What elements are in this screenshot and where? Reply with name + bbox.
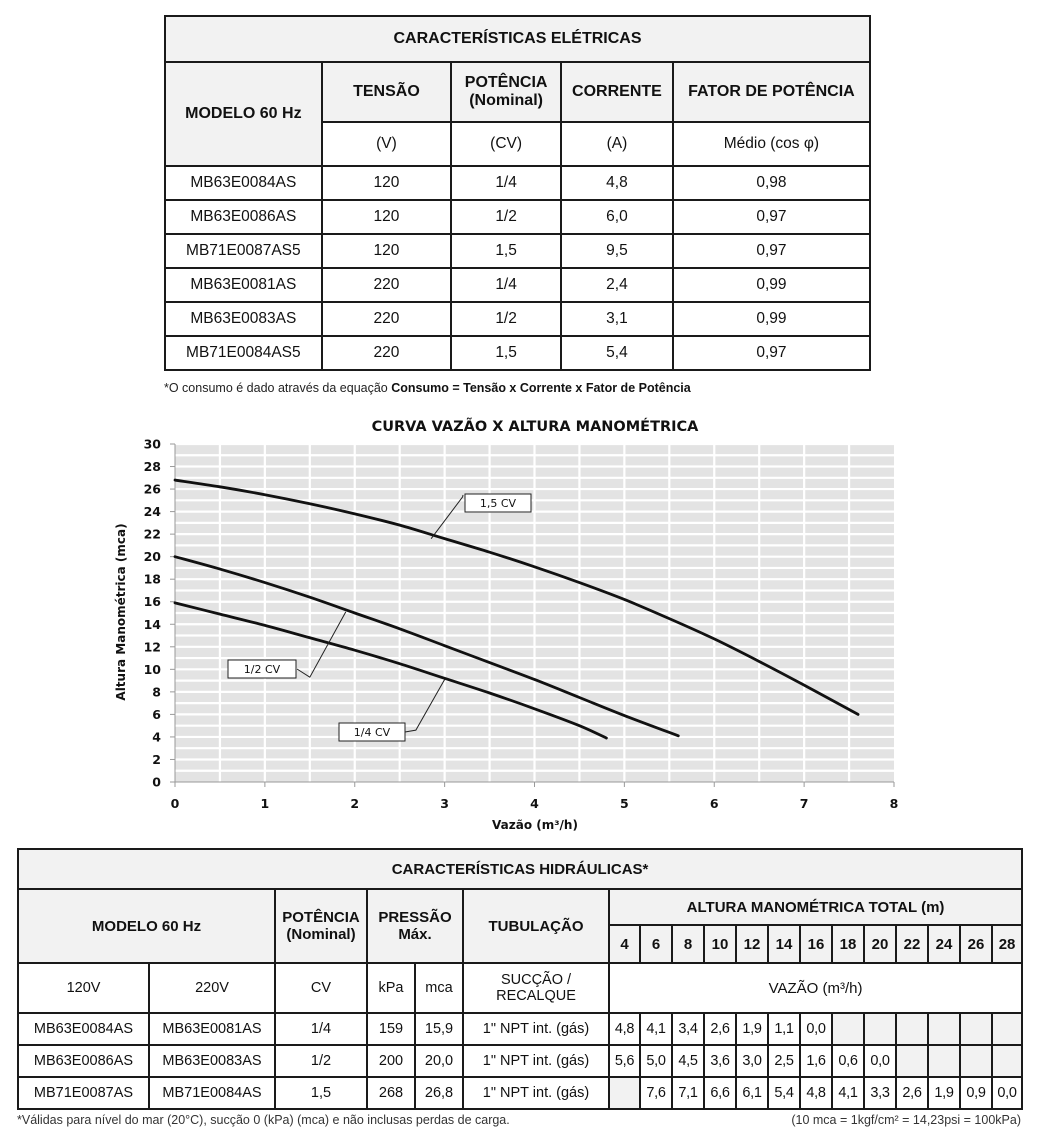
x-tick-label: 7	[799, 796, 809, 811]
cell-pressure-kpa: 159	[367, 1013, 415, 1045]
cell-flow: 0,6	[832, 1045, 864, 1077]
cell-power-factor: 0,97	[673, 200, 870, 234]
cell-flow-empty	[928, 1045, 960, 1077]
chart-svg	[0, 405, 1040, 845]
y-tick-label: 14	[143, 616, 161, 632]
header-power-factor: FATOR DE POTÊNCIA	[673, 62, 870, 122]
cell-flow-empty	[864, 1013, 896, 1045]
header-voltage: TENSÃO	[322, 62, 452, 122]
cell-flow-empty	[896, 1013, 928, 1045]
cell-power-factor: 0,98	[673, 166, 870, 200]
cell-model: MB63E0084AS	[165, 166, 322, 200]
cell-power: 1,5	[451, 234, 561, 268]
cell-power-factor: 0,97	[673, 336, 870, 370]
cell-power: 1/2	[451, 302, 561, 336]
cell-flow: 2,6	[704, 1013, 736, 1045]
cell-current: 5,4	[561, 336, 673, 370]
cell-model-220v: MB63E0083AS	[149, 1045, 275, 1077]
unit-kpa: kPa	[367, 963, 415, 1013]
x-axis-label: Vazão (m³/h)	[492, 818, 578, 832]
cell-flow-empty	[609, 1077, 640, 1109]
cell-flow-empty	[992, 1013, 1022, 1045]
cell-power-factor: 0,99	[673, 268, 870, 302]
cell-model: MB63E0081AS	[165, 268, 322, 302]
y-tick-label: 16	[143, 594, 161, 610]
header-piping: TUBULAÇÃO	[463, 889, 609, 963]
cell-flow: 1,9	[736, 1013, 768, 1045]
cell-flow: 3,0	[736, 1045, 768, 1077]
cell-flow-empty	[960, 1013, 992, 1045]
head-value: 22	[896, 925, 928, 963]
header-power-line2: (Nominal)	[469, 92, 543, 109]
cell-pressure-mca: 15,9	[415, 1013, 463, 1045]
cell-current: 9,5	[561, 234, 673, 268]
validity-note: *Válidas para nível do mar (20°C), sucção 0 (kPa) (mca) e não inclusas perdas de carga.	[17, 1113, 510, 1127]
cell-model-220v: MB71E0084AS	[149, 1077, 275, 1109]
header-power	[275, 889, 367, 963]
head-value: 26	[960, 925, 992, 963]
y-axis-label: Altura Manométrica (mca)	[114, 523, 128, 701]
y-tick-label: 20	[143, 549, 161, 565]
callout-label: 1/2 CV	[243, 663, 281, 676]
unit-piping-line1: SUCÇÃO /	[500, 972, 572, 988]
cell-flow-empty	[896, 1045, 928, 1077]
cell-model: MB71E0087AS5	[165, 234, 322, 268]
unit-piping	[463, 963, 609, 1013]
unit-voltage: (V)	[322, 122, 452, 166]
x-tick-label: 2	[350, 796, 360, 811]
cell-flow: 4,8	[609, 1013, 640, 1045]
cell-voltage: 120	[322, 234, 452, 268]
cell-voltage: 220	[322, 302, 452, 336]
electrical-table	[164, 15, 871, 371]
electrical-table-title: CARACTERÍSTICAS ELÉTRICAS	[165, 16, 870, 62]
cell-current: 3,1	[561, 302, 673, 336]
cell-current: 6,0	[561, 200, 673, 234]
table-row	[18, 1045, 1022, 1077]
cell-flow: 4,1	[640, 1013, 672, 1045]
cell-voltage: 120	[322, 200, 452, 234]
cell-pressure-mca: 20,0	[415, 1045, 463, 1077]
cell-pressure-kpa: 268	[367, 1077, 415, 1109]
cell-power: 1/2	[275, 1045, 367, 1077]
cell-power: 1,5	[275, 1077, 367, 1109]
header-pressure	[367, 889, 463, 963]
y-tick-label: 6	[152, 706, 161, 722]
head-value: 14	[768, 925, 800, 963]
unit-power-factor: Médio (cos φ)	[673, 122, 870, 166]
hydraulic-table-title: CARACTERÍSTICAS HIDRÁULICAS*	[18, 849, 1022, 889]
cell-flow: 4,5	[672, 1045, 704, 1077]
unit-current: (A)	[561, 122, 673, 166]
table-row	[165, 200, 870, 234]
chart-title: CURVA VAZÃO X ALTURA MANOMÉTRICA	[371, 419, 699, 435]
consumption-formula: Consumo = Tensão x Corrente x Fator de Potência	[391, 381, 691, 395]
cell-flow: 5,0	[640, 1045, 672, 1077]
cell-voltage: 120	[322, 166, 452, 200]
consumption-note	[164, 381, 691, 395]
cell-flow: 6,6	[704, 1077, 736, 1109]
cell-power: 1/4	[451, 166, 561, 200]
cell-power: 1/4	[275, 1013, 367, 1045]
cell-piping: 1" NPT int. (gás)	[463, 1077, 609, 1109]
cell-flow: 4,1	[832, 1077, 864, 1109]
y-tick-label: 18	[143, 571, 161, 587]
head-value: 6	[640, 925, 672, 963]
cell-flow: 1,9	[928, 1077, 960, 1109]
unit-120v: 120V	[18, 963, 149, 1013]
header-current: CORRENTE	[561, 62, 673, 122]
callout-label: 1,5 CV	[479, 497, 517, 510]
x-tick-labels	[171, 782, 899, 811]
x-tick-label: 3	[440, 796, 449, 811]
header-power-line1: POTÊNCIA	[464, 74, 548, 91]
unit-220v: 220V	[149, 963, 275, 1013]
header-model: MODELO 60 Hz	[18, 889, 275, 963]
head-value: 20	[864, 925, 896, 963]
consumption-note-text: *O consumo é dado através da equação	[164, 381, 392, 395]
header-head-total: ALTURA MANOMÉTRICA TOTAL (m)	[609, 889, 1022, 925]
cell-flow-empty	[928, 1013, 960, 1045]
cell-voltage: 220	[322, 268, 452, 302]
cell-flow: 1,6	[800, 1045, 832, 1077]
cell-power-factor: 0,97	[673, 234, 870, 268]
cell-current: 2,4	[561, 268, 673, 302]
cell-flow: 2,6	[896, 1077, 928, 1109]
cell-model: MB63E0083AS	[165, 302, 322, 336]
cell-pressure-kpa: 200	[367, 1045, 415, 1077]
cell-flow: 7,1	[672, 1077, 704, 1109]
y-tick-label: 4	[152, 729, 161, 745]
unit-conversion-note: (10 mca = 1kgf/cm² = 14,23psi = 100kPa)	[791, 1113, 1021, 1127]
cell-pressure-mca: 26,8	[415, 1077, 463, 1109]
x-tick-label: 6	[709, 796, 719, 811]
hydraulic-table	[17, 848, 1023, 1110]
unit-piping-line2: RECALQUE	[496, 988, 576, 1004]
cell-model-220v: MB63E0081AS	[149, 1013, 275, 1045]
unit-flow: VAZÃO (m³/h)	[609, 963, 1022, 1013]
cell-power: 1/4	[451, 268, 561, 302]
cell-flow: 7,6	[640, 1077, 672, 1109]
cell-power: 1,5	[451, 336, 561, 370]
cell-power-factor: 0,99	[673, 302, 870, 336]
head-value: 4	[609, 925, 640, 963]
cell-flow: 3,4	[672, 1013, 704, 1045]
header-pressure-line2: Máx.	[398, 926, 432, 943]
head-value: 24	[928, 925, 960, 963]
table-row	[18, 1077, 1022, 1109]
head-value: 16	[800, 925, 832, 963]
header-pressure-line1: PRESSÃO	[378, 909, 452, 926]
y-tick-label: 28	[143, 459, 161, 475]
x-tick-label: 0	[170, 796, 180, 811]
y-tick-label: 12	[143, 639, 161, 655]
cell-voltage: 220	[322, 336, 452, 370]
pump-curve-chart	[0, 405, 1040, 845]
table-row	[165, 234, 870, 268]
unit-power: (CV)	[451, 122, 561, 166]
head-value: 28	[992, 925, 1022, 963]
cell-flow-empty	[832, 1013, 864, 1045]
table-row	[165, 268, 870, 302]
cell-flow: 1,1	[768, 1013, 800, 1045]
y-tick-label: 0	[152, 774, 161, 790]
head-value: 18	[832, 925, 864, 963]
x-tick-label: 1	[260, 796, 270, 811]
y-tick-label: 24	[143, 504, 161, 520]
cell-flow-empty	[960, 1045, 992, 1077]
cell-flow: 2,5	[768, 1045, 800, 1077]
cell-flow: 3,3	[864, 1077, 896, 1109]
unit-power: CV	[275, 963, 367, 1013]
cell-flow: 6,1	[736, 1077, 768, 1109]
cell-flow: 5,4	[768, 1077, 800, 1109]
header-power	[451, 62, 561, 122]
x-tick-label: 4	[530, 796, 539, 811]
cell-model-120v: MB63E0084AS	[18, 1013, 149, 1045]
cell-piping: 1" NPT int. (gás)	[463, 1013, 609, 1045]
y-tick-label: 26	[143, 481, 161, 497]
cell-model: MB71E0084AS5	[165, 336, 322, 370]
header-power-line1: POTÊNCIA	[282, 909, 360, 926]
cell-flow: 4,8	[800, 1077, 832, 1109]
cell-flow: 0,0	[864, 1045, 896, 1077]
cell-flow: 0,9	[960, 1077, 992, 1109]
head-value: 8	[672, 925, 704, 963]
cell-flow: 5,6	[609, 1045, 640, 1077]
table-row	[165, 336, 870, 370]
callout-label: 1/4 CV	[353, 726, 391, 739]
header-power-line2: (Nominal)	[286, 926, 356, 943]
cell-model: MB63E0086AS	[165, 200, 322, 234]
header-model: MODELO 60 Hz	[165, 62, 322, 166]
y-tick-label: 30	[143, 436, 161, 452]
cell-flow: 0,0	[800, 1013, 832, 1045]
cell-model-120v: MB71E0087AS	[18, 1077, 149, 1109]
head-value: 12	[736, 925, 768, 963]
table-row	[18, 1013, 1022, 1045]
y-tick-label: 22	[143, 526, 161, 542]
y-tick-labels	[144, 437, 175, 790]
unit-mca: mca	[415, 963, 463, 1013]
y-tick-label: 10	[143, 661, 161, 677]
x-tick-label: 5	[620, 796, 629, 811]
x-tick-label: 8	[889, 796, 899, 811]
y-tick-label: 8	[152, 684, 161, 700]
table-row	[165, 302, 870, 336]
cell-flow: 3,6	[704, 1045, 736, 1077]
cell-piping: 1" NPT int. (gás)	[463, 1045, 609, 1077]
cell-power: 1/2	[451, 200, 561, 234]
table-row	[165, 166, 870, 200]
y-tick-label: 2	[152, 751, 161, 767]
cell-current: 4,8	[561, 166, 673, 200]
cell-model-120v: MB63E0086AS	[18, 1045, 149, 1077]
cell-flow: 0,0	[992, 1077, 1022, 1109]
cell-flow-empty	[992, 1045, 1022, 1077]
head-value: 10	[704, 925, 736, 963]
